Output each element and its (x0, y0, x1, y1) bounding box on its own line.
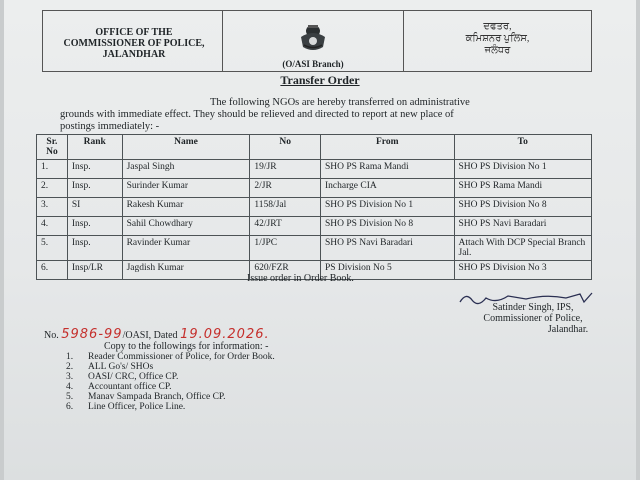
list-item (66, 362, 275, 372)
cell-no: 1158/Jal (250, 198, 321, 217)
signatory-place: Jalandhar. (547, 324, 589, 335)
header-name: Name (122, 135, 250, 160)
cell-name: Jagdish Kumar (122, 261, 250, 280)
punjabi-line-1: ਦਫਤਰ, (483, 21, 512, 32)
table-row (37, 217, 592, 236)
table-row (37, 198, 592, 217)
cell-sr: 6. (37, 261, 68, 280)
list-item (66, 372, 275, 382)
cell-name: Ravinder Kumar (122, 236, 250, 261)
transfer-table (36, 134, 592, 280)
list-num: 2. (66, 362, 74, 372)
list-item (66, 352, 275, 362)
table-row (37, 179, 592, 198)
header-to: To (454, 135, 592, 160)
cell-no: 620/FZR (250, 261, 321, 280)
list-num: 1. (66, 352, 74, 362)
cell-rank: SI (67, 198, 122, 217)
office-line-2: COMMISSIONER OF POLICE, (63, 38, 205, 49)
cell-sr: 4. (37, 217, 68, 236)
list-text: Line Officer, Police Line. (88, 402, 186, 412)
cell-to: Attach With DCP Special Branch Jal. (454, 236, 592, 261)
document-page (4, 0, 636, 480)
order-number-line (44, 327, 270, 342)
signatory-designation: Commissioner of Police, (483, 313, 583, 324)
cell-no: 1/JPC (250, 236, 321, 261)
branch-label: (O/ASI Branch) (282, 59, 344, 69)
order-middle: /OASI, Dated (122, 330, 178, 341)
cell-rank: Insp. (67, 236, 122, 261)
police-emblem-icon (295, 19, 331, 55)
cell-sr: 1. (37, 160, 68, 179)
list-text: OASI/ CRC, Office CP. (88, 372, 179, 382)
copy-list (66, 352, 275, 412)
letterhead (42, 10, 592, 72)
punjabi-office-name (404, 11, 591, 71)
office-line-3: JALANDHAR (102, 49, 166, 60)
punjabi-line-3: ਜਲੰਧਰ (484, 45, 511, 56)
paragraph-line-1: The following NGOs are hereby transferred on administrative (210, 97, 470, 108)
table-row (37, 160, 592, 179)
cell-to: SHO PS Division No 8 (454, 198, 592, 217)
order-number: 5986-99 (61, 327, 123, 342)
list-num: 4. (66, 382, 74, 392)
order-date: 19.09.2026. (180, 327, 270, 342)
table-header-row (37, 135, 592, 160)
cell-to: SHO PS Navi Baradari (454, 217, 592, 236)
header-from: From (320, 135, 454, 160)
cell-from: SHO PS Division No 8 (320, 217, 454, 236)
emblem-cell (223, 11, 404, 71)
list-item (66, 382, 275, 392)
cell-rank: Insp. (67, 160, 122, 179)
cell-rank: Insp. (67, 179, 122, 198)
cell-from: PS Division No 5 (320, 261, 454, 280)
list-text: Reader Commissioner of Police, for Order Book. (88, 352, 275, 362)
list-item (66, 392, 275, 402)
office-line-1: OFFICE OF THE (95, 27, 173, 38)
punjabi-line-2: ਕਮਿਸ਼ਨਰ ਪੁਲਿਸ, (465, 33, 530, 44)
issue-note: Issue order in Order Book. (247, 273, 354, 284)
order-paragraph (60, 97, 590, 133)
document-title: Transfer Order (280, 73, 360, 87)
list-num: 5. (66, 392, 74, 402)
list-text: ALL Go's/ SHOs (88, 362, 154, 372)
paragraph-line-2: grounds with immediate effect. They should be relieved and directed to report at new place of (60, 109, 454, 120)
cell-name: Rakesh Kumar (122, 198, 250, 217)
signatory-name: Satinder Singh, IPS, (492, 302, 574, 313)
cell-name: Sahil Chowdhary (122, 217, 250, 236)
cell-from: SHO PS Navi Baradari (320, 236, 454, 261)
office-name (43, 11, 223, 71)
header-sr: Sr. No (37, 135, 68, 160)
list-text: Manav Sampada Branch, Office CP. (88, 392, 226, 402)
cell-to: SHO PS Rama Mandi (454, 179, 592, 198)
cell-sr: 2. (37, 179, 68, 198)
cell-to: SHO PS Division No 1 (454, 160, 592, 179)
list-num: 6. (66, 402, 74, 412)
cell-from: Incharge CIA (320, 179, 454, 198)
cell-sr: 5. (37, 236, 68, 261)
table-row (37, 236, 592, 261)
header-no: No (250, 135, 321, 160)
signatory-block (448, 302, 618, 335)
list-item (66, 402, 275, 412)
cell-from: SHO PS Rama Mandi (320, 160, 454, 179)
cell-sr: 3. (37, 198, 68, 217)
copy-heading: Copy to the followings for information: - (104, 341, 269, 352)
cell-no: 42/JRT (250, 217, 321, 236)
cell-from: SHO PS Division No 1 (320, 198, 454, 217)
cell-rank: Insp. (67, 217, 122, 236)
cell-no: 2/JR (250, 179, 321, 198)
cell-rank: Insp/LR (67, 261, 122, 280)
cell-name: Surinder Kumar (122, 179, 250, 198)
cell-no: 19/JR (250, 160, 321, 179)
header-rank: Rank (67, 135, 122, 160)
cell-to: SHO PS Division No 3 (454, 261, 592, 280)
paragraph-line-3: postings immediately: - (60, 121, 160, 132)
cell-name: Jaspal Singh (122, 160, 250, 179)
list-num: 3. (66, 372, 74, 382)
order-prefix: No. (44, 330, 59, 341)
list-text: Accountant office CP. (88, 382, 172, 392)
